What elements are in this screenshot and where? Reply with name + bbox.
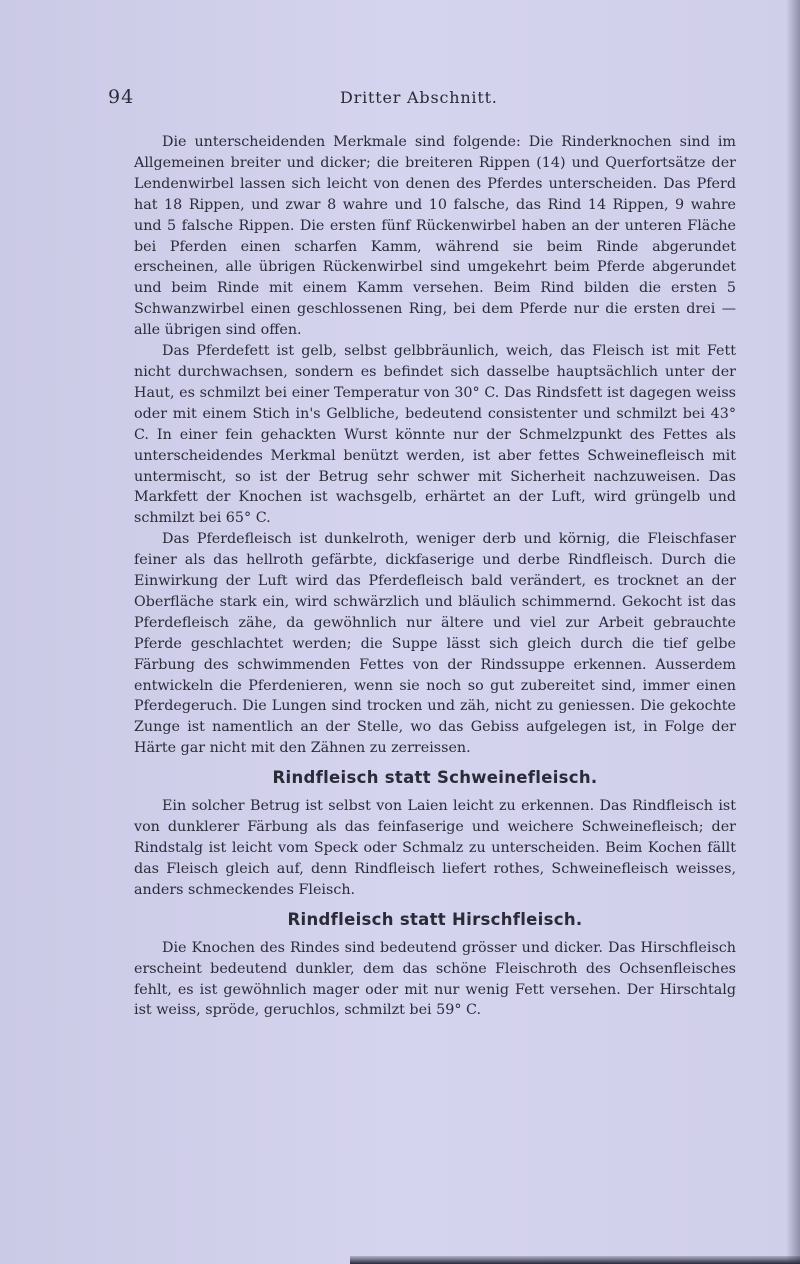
page-header: [108, 86, 728, 116]
paragraph-horse-meat: Das Pferdefleisch ist dunkelroth, weniger derb und körnig, die Fleischfaser feiner als das hellroth gefärbte, dickfaserige und derbe Rindfleisch. Durch die Einwirkung der Luft wird das Pferdefleisch bald verändert, es trocknet an der Oberfläche stark ein, wird schwärzlich und bläulich schimmernd. Gekocht ist das Pferdefleisch zähe, da gewöhnlich nur ältere und viel zur Arbeit gebrauchte Pferde geschlachtet werden; die Suppe lässt sich gleich durch die tief gelbe Färbung des schwimmenden Fettes von der Rindssuppe erkennen. Ausserdem entwickeln die Pferdenieren, wenn sie noch so gut zubereitet sind, immer einen Pferdegeruch. Die Lungen sind trocken und zäh, nicht zu geniessen. Die gekochte Zunge ist namentlich an der Stelle, wo das Gebiss aufgelegen ist, in Folge der Härte gar nicht mit den Zähnen zu zerreissen.: [134, 531, 736, 757]
paragraph-beef-for-pork: Ein solcher Betrug ist selbst von Laien leicht zu erkennen. Das Rindfleisch ist von dunklerer Färbung als das feinfaserige und weichere Schweinefleisch; der Rindstalg ist leicht vom Speck oder Schmalz zu unterscheiden. Beim Kochen fällt das Fleisch gleich auf, denn Rindfleisch liefert rothes, Schweinefleisch weisses, anders schmeckendes Fleisch.: [134, 798, 736, 898]
running-head: Dritter Abschnitt.: [340, 88, 498, 107]
section-heading-beef-for-pork: Rindfleisch statt Schweinefleisch.: [272, 768, 598, 788]
page-edge-shadow: [786, 0, 800, 1264]
section-heading-beef-for-venison: Rindfleisch statt Hirschfleisch.: [287, 909, 583, 929]
page-number: 94: [108, 86, 135, 108]
page-body: [134, 132, 736, 1021]
paragraph-bone-differences: Die unterscheidenden Merkmale sind folgende: Die Rinderknochen sind im Allgemeinen breiter und dicker; die breiteren Rippen (14) und Querfortsätze der Lendenwirbel lassen sich leicht von denen des Pferdes unterscheiden. Das Pferd hat 18 Rippen, und zwar 8 wahre und 10 falsche, das Rind 14 Rippen, 9 wahre und 5 falsche Rippen. Die ersten fünf Rückenwirbel haben an der unteren Fläche bei Pferden einen scharfen Kamm, während sie beim Rinde abgerundet erscheinen, alle übrigen Rückenwirbel sind umgekehrt beim Pferde abgerundet und beim Rinde mit einem Kamm versehen. Beim Rind bilden die ersten 5 Schwanzwirbel einen geschlossenen Ring, bei dem Pferde nur die ersten drei — alle übrigen sind offen.: [134, 134, 736, 339]
paragraph-horse-fat: Das Pferdefett ist gelb, selbst gelbbräunlich, weich, das Fleisch ist mit Fett nicht durchwachsen, sondern es befindet sich dasselbe hauptsächlich unter der Haut, es schmilzt bei einer Temperatur von 30° C. Das Rindsfett ist dagegen weiss oder mit einem Stich in's Gelbliche, bedeutend consistenter und schmilzt bei 43° C. In einer fein gehackten Wurst könnte nur der Schmelzpunkt des Fettes als unterscheidendes Merkmal benützt werden, ist aber fettes Schweinefleisch mit untermischt, so ist der Betrug sehr schwer mit Sicherheit nachzuweisen. Das Markfett der Knochen ist wachsgelb, erhärtet an der Luft, wird grüngelb und schmilzt bei 65° C.: [134, 343, 736, 527]
paragraph-beef-for-venison: Die Knochen des Rindes sind bedeutend grösser und dicker. Das Hirschfleisch erscheint bedeutend dunkler, dem das schöne Fleischroth des Ochsenfleisches fehlt, es ist gewöhnlich mager oder mit nur wenig Fett versehen. Der Hirschtalg ist weiss, spröde, geruchlos, schmilzt bei 59° C.: [134, 939, 736, 1019]
scan-bottom-edge: [350, 1256, 800, 1264]
